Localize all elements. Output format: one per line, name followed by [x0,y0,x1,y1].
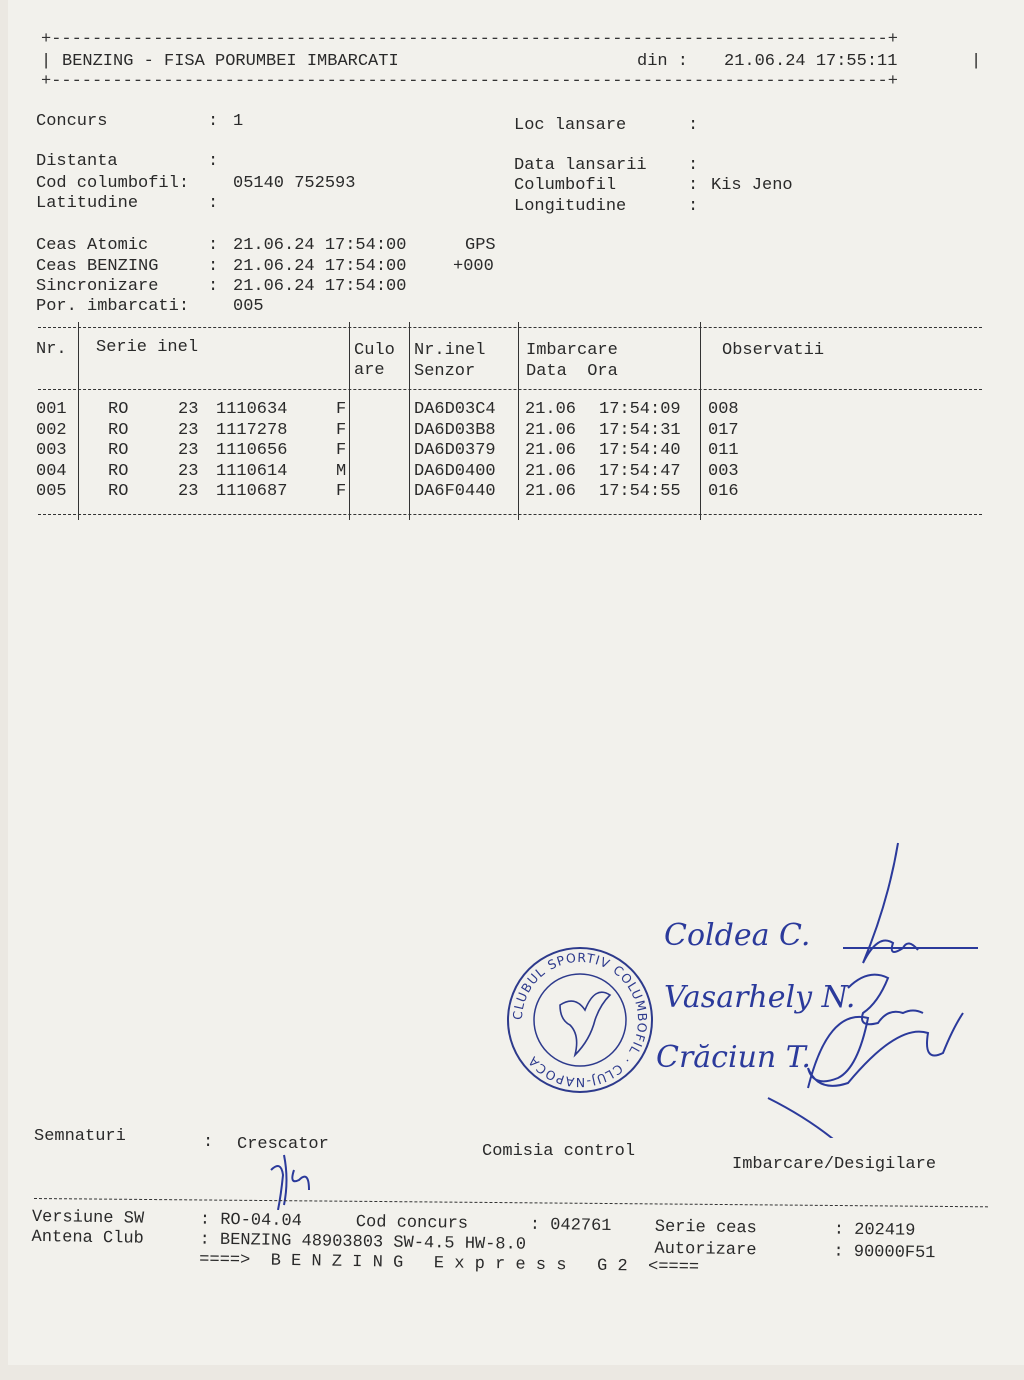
columbofil-colon: : [688,176,699,195]
cell-observatii: 003 [708,461,739,481]
th-serie-inel: Serie inel [96,338,199,357]
header-left-border: | [41,52,52,71]
concurs-value: 1 [233,112,244,131]
ceas-benzing-label: Ceas BENZING [36,257,159,276]
ceas-atomic-value: 21.06.24 17:54:00 [233,236,407,255]
versiune-value: : RO-04.04 [199,1210,303,1232]
cod-columbofil-value: 05140 752593 [233,174,356,193]
data-lansarii-colon: : [688,156,699,175]
cell-inel: 1110656 [216,441,288,461]
cell-tara: RO [108,461,129,481]
cell-inel: 1110614 [216,461,288,481]
cell-sex: F [336,400,347,419]
header-bottom-rule: +----------------------------------------------------------------------------------+ [41,72,898,91]
th-nr: Nr. [36,340,67,359]
cell-ora: 17:54:55 [599,482,681,502]
th-are: are [354,361,385,380]
cell-data: 21.06 [525,420,577,440]
cell-tara: RO [108,420,129,440]
th-nr-inel: Nr.inel [414,341,486,360]
concurs-colon: : [208,112,219,131]
cell-nr: 003 [36,441,67,461]
data-lansarii-label: Data lansarii [514,156,647,175]
serie-ceas-value: : 202419 [833,1220,916,1241]
cell-ora: 17:54:40 [599,441,681,461]
cell-an: 23 [178,420,199,440]
cell-data: 21.06 [525,482,577,502]
header-title: BENZING - FISA PORUMBEI IMBARCATI [62,52,399,71]
ceas-atomic-colon: : [208,236,219,255]
cell-observatii: 008 [708,400,739,419]
columbofil-value: Kis Jeno [711,176,793,195]
ceas-atomic-suffix: GPS [465,236,496,255]
antena-value: : BENZING 48903803 SW-4.5 HW-8.0 [199,1230,527,1255]
handwritten-coldea: Coldea C. [664,918,811,953]
cell-senzor: DA6D0379 [414,441,496,461]
cell-sex: F [336,441,347,461]
ceas-atomic-label: Ceas Atomic [36,236,149,255]
autorizare-label: Autorizare [654,1239,757,1261]
cell-nr: 002 [36,420,67,440]
cell-nr: 005 [36,482,67,502]
cell-an: 23 [178,400,199,419]
cell-observatii: 017 [708,420,739,440]
cell-ora: 17:54:47 [599,461,681,481]
versiune-label: Versiune SW [31,1207,145,1229]
cell-senzor: DA6D03C4 [414,400,496,419]
cod-columbofil-label: Cod columbofil: [36,174,190,193]
cell-nr: 001 [36,400,67,419]
express-line: ====> B E N Z I N G E x p r e s s G 2 <==== [199,1250,700,1278]
header-top-rule: +----------------------------------------------------------------------------------+ [41,30,898,49]
cell-sex: F [336,420,347,440]
imbarcare-desigilare-label: Imbarcare/Desigilare [732,1155,937,1174]
latitudine-colon: : [208,194,219,213]
ceas-benzing-colon: : [208,257,219,276]
cell-data: 21.06 [525,441,577,461]
antena-label: Antena Club [31,1227,144,1249]
columbofil-label: Columbofil [514,176,617,195]
sincronizare-value: 21.06.24 17:54:00 [233,277,407,296]
cell-senzor: DA6D0400 [414,461,496,481]
semnaturi-colon: : [203,1133,214,1152]
longitudine-colon: : [688,197,699,216]
sincronizare-label: Sincronizare [36,277,159,296]
handwritten-craciun: Crăciun T. [656,1040,811,1075]
cell-ora: 17:54:09 [599,400,681,419]
cell-data: 21.06 [525,400,577,419]
cell-sex: M [336,461,347,481]
footer-block [6,0,1024,1380]
th-imbarcare: Imbarcare [526,341,618,360]
cell-data: 21.06 [525,461,577,481]
cell-ora: 17:54:31 [599,420,681,440]
cod-concurs-value: : 042761 [529,1215,612,1237]
latitudine-label: Latitudine [36,194,139,213]
header-datetime: 21.06.24 17:55:11 [724,52,898,71]
cell-inel: 1117278 [216,420,288,440]
stamp-text: CLUBUL SPORTIV COLUMBOFIL · CLUJ-NAPOCA [509,949,651,1091]
semnaturi-label: Semnaturi [34,1127,126,1146]
cell-an: 23 [178,482,199,502]
cell-observatii: 011 [708,441,739,461]
loc-lansare-label: Loc lansare [514,116,627,135]
handwritten-vasarhely: Vasarhely N. [664,980,856,1015]
th-data-ora: Data Ora [526,362,618,381]
cell-an: 23 [178,441,199,461]
por-imbarcati-value: 005 [233,297,264,316]
cell-senzor: DA6F0440 [414,482,496,502]
cell-tara: RO [108,400,129,419]
ceas-benzing-value: 21.06.24 17:54:00 [233,257,407,276]
cod-concurs-label: Cod concurs [355,1212,469,1234]
crescator-label: Crescator [237,1135,329,1154]
comisia-control-label: Comisia control [482,1142,636,1161]
cell-nr: 004 [36,461,67,481]
serie-ceas-label: Serie ceas [654,1217,757,1239]
distanta-colon: : [208,152,219,171]
sincronizare-colon: : [208,277,219,296]
header-right-border: | [971,52,982,71]
distanta-label: Distanta [36,152,118,171]
concurs-label: Concurs [36,112,108,131]
cell-tara: RO [108,482,129,502]
document-page [8,0,1024,1365]
cell-sex: F [336,482,347,502]
cell-senzor: DA6D03B8 [414,420,496,440]
por-imbarcati-label: Por. imbarcati: [36,297,190,316]
cell-inel: 1110687 [216,482,288,502]
th-culo: Culo [354,341,395,360]
ceas-benzing-suffix: +000 [453,257,494,276]
th-observatii: Observatii [722,341,825,360]
longitudine-label: Longitudine [514,197,627,216]
th-senzor: Senzor [414,362,476,381]
header-din-label: din : [637,52,689,71]
autorizare-value: : 90000F51 [833,1242,936,1264]
cell-an: 23 [178,461,199,481]
cell-tara: RO [108,441,129,461]
loc-lansare-colon: : [688,116,699,135]
cell-inel: 1110634 [216,400,288,419]
cell-observatii: 016 [708,482,739,502]
